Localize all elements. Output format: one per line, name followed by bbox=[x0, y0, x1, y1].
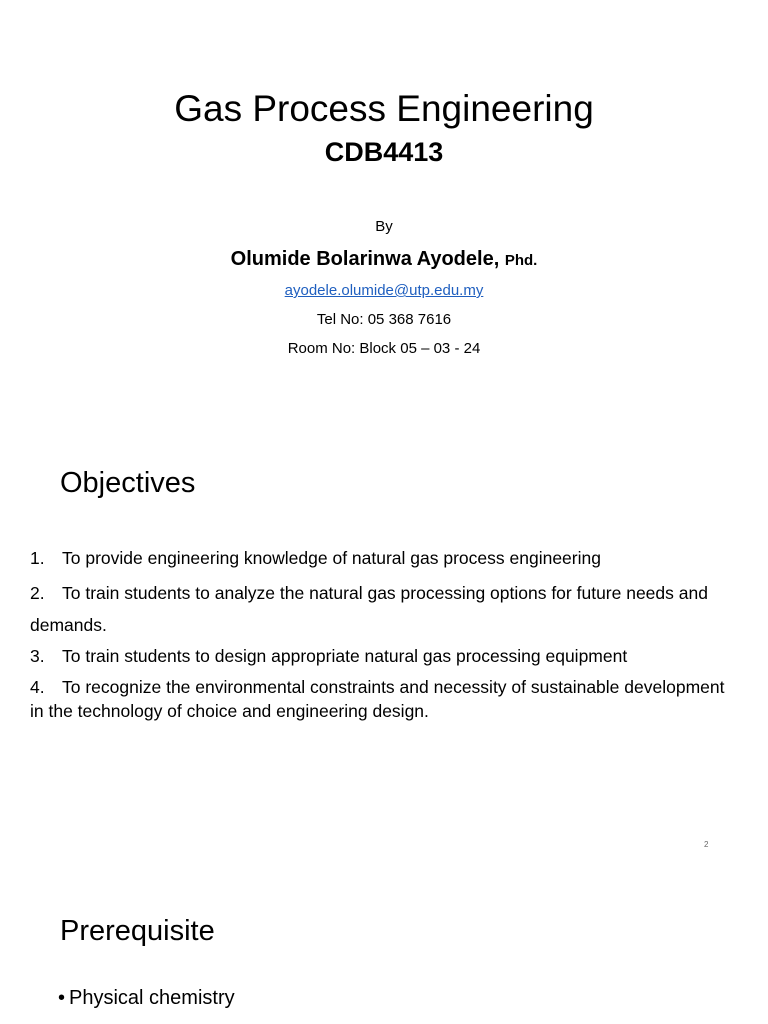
author-degree: Phd. bbox=[504, 252, 538, 269]
objective-item bbox=[30, 675, 740, 723]
objective-item bbox=[30, 577, 740, 641]
author bbox=[0, 245, 768, 275]
author-name: Olumide Bolarinwa Ayodele, bbox=[230, 248, 500, 270]
objective-text: To train students to design appropriate natural gas processing equipment bbox=[62, 646, 628, 666]
tel-number: Tel No: 05 368 7616 bbox=[316, 311, 452, 328]
prerequisite-slide bbox=[0, 860, 768, 1024]
objective-text: To train students to analyze the natural gas processing options for future needs and demands. bbox=[30, 583, 708, 635]
room-number: Room No: Block 05 – 03 - 24 bbox=[287, 340, 481, 357]
bullet-icon: • bbox=[58, 987, 66, 1009]
objectives-heading: Objectives bbox=[60, 467, 196, 499]
prerequisite-item bbox=[58, 984, 235, 1012]
objective-number: 2. bbox=[30, 583, 45, 603]
objectives-list bbox=[30, 544, 740, 723]
objective-item bbox=[30, 544, 740, 572]
course-code: CDB4413 bbox=[324, 137, 444, 167]
objective-item bbox=[30, 642, 740, 670]
page-number: 2 bbox=[704, 840, 709, 849]
prerequisite-list bbox=[58, 984, 235, 1012]
objective-number: 3. bbox=[30, 646, 45, 666]
email-link[interactable]: ayodele.olumide@utp.edu.my bbox=[284, 282, 484, 299]
email-line bbox=[0, 280, 768, 302]
objective-text: To provide engineering knowledge of natural gas process engineering bbox=[62, 548, 601, 568]
objective-number: 4. bbox=[30, 677, 45, 697]
prerequisite-heading: Prerequisite bbox=[60, 915, 215, 947]
objective-number: 1. bbox=[30, 548, 45, 568]
course-title: Gas Process Engineering bbox=[174, 88, 594, 129]
objectives-slide bbox=[0, 430, 768, 860]
objective-text: To recognize the environmental constraints and necessity of sustainable development in the technology of choice and engineering design. bbox=[30, 677, 725, 721]
title-slide bbox=[0, 0, 768, 430]
prerequisite-text: Physical chemistry bbox=[69, 987, 235, 1009]
by-label: By bbox=[375, 218, 393, 235]
